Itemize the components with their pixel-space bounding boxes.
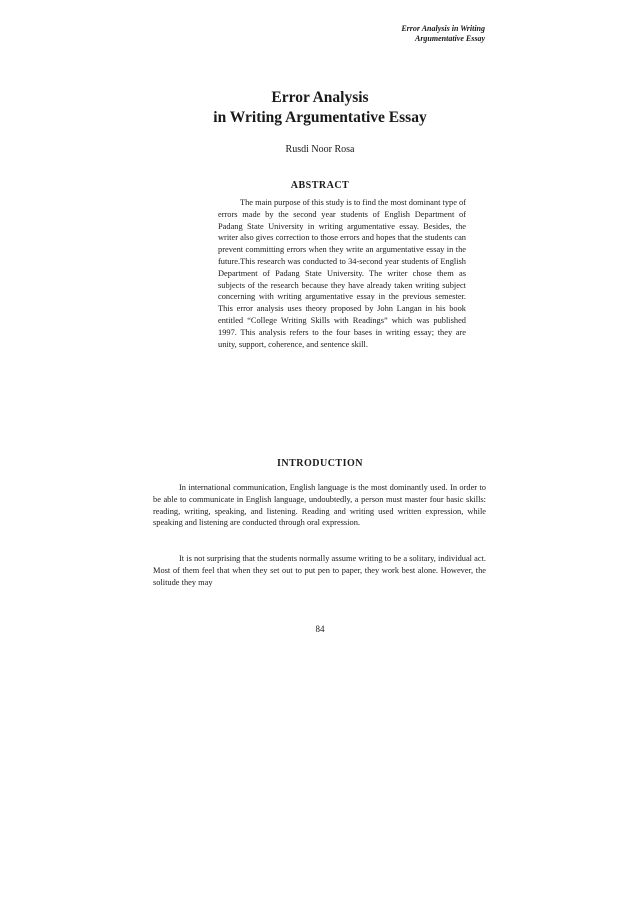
author-name: Rusdi Noor Rosa bbox=[285, 144, 355, 155]
abstract-text: The main purpose of this study is to find the most dominant type of errors made by the second year students of English Department of Padang State University in writing argumentative essay. Besides, the writer also gives correction to those errors and hopes that the students can prevent committing errors when they write an argumentative essay in the future.This research was conducted to 34-second year students of English Department of Padang State University. The writer chose them as subjects of the research because they have already taken writing subject concerning with writing argumentative essay in the previous semester. This error analysis uses theory proposed by John Langan in his book entitled “College Writing Skills with Readings” which was published 1997. This analysis refers to the four bases in writing essay; they are unity, support, coherence, and sentence skill. bbox=[218, 198, 466, 349]
running-head-line-1: Error Analysis in Writing bbox=[401, 24, 485, 33]
running-head bbox=[330, 24, 485, 44]
paper-title-line-2: in Writing Argumentative Essay bbox=[213, 109, 427, 126]
page-number: 84 bbox=[315, 624, 325, 634]
introduction-paragraph-2: It is not surprising that the students normally assume writing to be a solitary, individual act. Most of them feel that when they set out to put pen to paper, they work best alone. However, the solitude they may bbox=[153, 554, 486, 587]
abstract-heading: ABSTRACT bbox=[290, 180, 350, 191]
running-head-line-2: Argumentative Essay bbox=[414, 34, 485, 43]
paper-title bbox=[150, 88, 490, 128]
introduction-paragraph-1: In international communication, English language is the most dominantly used. In order to be able to communicate in English language, undoubtedly, a person must master four basic skills: reading, writing, speaking, and listening. Reading and writing used written expression, while speaking and listening are conducted through oral expression. bbox=[153, 483, 486, 528]
introduction-heading: INTRODUCTION bbox=[276, 458, 363, 469]
paper-title-line-1: Error Analysis bbox=[271, 89, 369, 106]
